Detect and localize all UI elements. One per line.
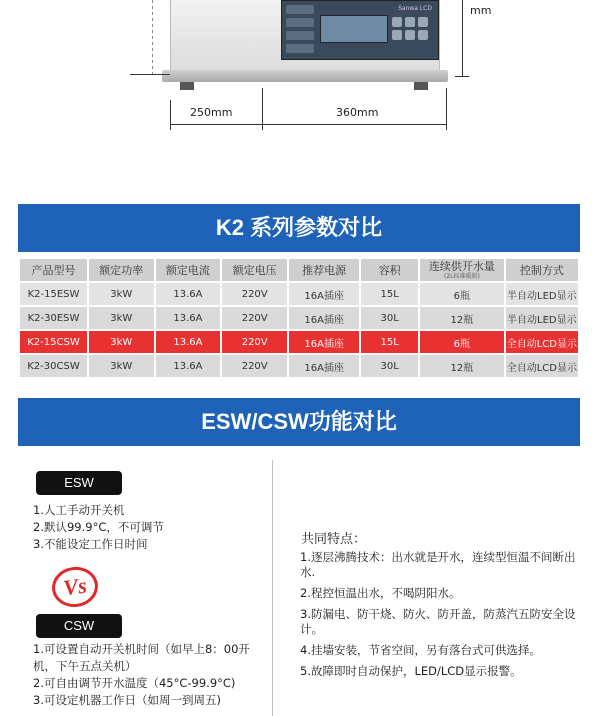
function-section-title: ESW/CSW功能对比 xyxy=(18,398,580,446)
cell-model: K2-30CSW xyxy=(20,355,87,377)
cell-control: 半自动LED显示 xyxy=(506,307,578,329)
cell-capacity: 15L xyxy=(361,331,418,353)
cell-current: 13.6A xyxy=(156,307,221,329)
panel-brand-text: Sanwa LCD xyxy=(398,5,432,12)
table-header-row xyxy=(20,259,578,281)
dim-tick-right xyxy=(446,88,447,130)
vs-logo: Vs xyxy=(49,564,100,610)
esw-feature-list xyxy=(33,502,263,553)
header-water-supply-main: 连续供开水量 xyxy=(428,259,495,273)
header-water-supply-sub: (2L标准暖瓶) xyxy=(443,272,480,280)
header-capacity: 容积 xyxy=(361,259,418,281)
cell-source: 16A插座 xyxy=(289,331,359,353)
cell-control: 全自动LCD显示 xyxy=(506,355,578,377)
cell-current: 13.6A xyxy=(156,331,221,353)
table-row-highlighted xyxy=(20,331,578,353)
table-row xyxy=(20,283,578,305)
cell-source: 16A插座 xyxy=(289,355,359,377)
cell-voltage: 220V xyxy=(222,331,287,353)
machine-foot xyxy=(414,82,428,90)
header-voltage: 额定电压 xyxy=(222,259,287,281)
width-dim-label: 360mm xyxy=(336,106,379,119)
cell-voltage: 220V xyxy=(222,283,287,305)
machine-base xyxy=(162,70,448,82)
cell-capacity: 30L xyxy=(361,355,418,377)
table-row xyxy=(20,307,578,329)
header-power: 额定功率 xyxy=(89,259,154,281)
cell-control: 全自动LCD显示 xyxy=(506,331,578,353)
cell-power: 3kW xyxy=(89,355,154,377)
cell-model: K2-30ESW xyxy=(20,307,87,329)
cell-power: 3kW xyxy=(89,331,154,353)
left-guide-line xyxy=(152,0,153,76)
product-image xyxy=(0,0,600,200)
cell-power: 3kW xyxy=(89,307,154,329)
list-item: 3.可设定机器工作日（如周一到周五) xyxy=(33,693,221,707)
cell-model: K2-15CSW xyxy=(20,331,87,353)
header-current: 额定电流 xyxy=(156,259,221,281)
list-item: 2.可自由调节开水温度（45°C-99.9°C) xyxy=(33,676,236,690)
cell-capacity: 30L xyxy=(361,307,418,329)
cell-control: 半自动LED显示 xyxy=(506,283,578,305)
table-row xyxy=(20,355,578,377)
list-item: 2.默认99.9°C，不可调节 xyxy=(33,520,164,534)
cell-power: 3kW xyxy=(89,283,154,305)
cell-current: 13.6A xyxy=(156,283,221,305)
list-item: 1.人工手动开关机 xyxy=(33,503,125,517)
csw-label-badge: CSW xyxy=(36,614,122,638)
header-water-supply xyxy=(420,259,504,281)
cell-model: K2-15ESW xyxy=(20,283,87,305)
list-item: 4.挂墙安装，节省空间，另有落台式可供选择。 xyxy=(300,643,541,657)
cell-voltage: 220V xyxy=(222,355,287,377)
spec-section-title: K2 系列参数对比 xyxy=(18,204,580,252)
csw-feature-list xyxy=(33,641,263,709)
list-item: 3.不能设定工作日时间 xyxy=(33,537,148,551)
panel-right-buttons xyxy=(392,17,432,40)
depth-dim-line xyxy=(130,74,170,75)
list-item: 3.防漏电、防干烧、防火、防开盖，防蒸汽五防安全设计。 xyxy=(300,607,576,636)
cell-capacity: 15L xyxy=(361,283,418,305)
common-features-title: 共同特点： xyxy=(301,532,367,547)
header-model: 产品型号 xyxy=(20,259,87,281)
control-panel xyxy=(281,0,439,60)
panel-left-buttons xyxy=(286,5,314,57)
cell-source: 16A插座 xyxy=(289,307,359,329)
panel-lcd-screen xyxy=(320,15,388,43)
column-divider xyxy=(272,460,273,716)
common-features-list xyxy=(300,550,582,685)
cell-source: 16A插座 xyxy=(289,283,359,305)
cell-voltage: 220V xyxy=(222,307,287,329)
cell-water: 12瓶 xyxy=(420,355,504,377)
list-item: 5.故障即时自动保护，LED/LCD显示报警。 xyxy=(300,664,522,678)
machine-foot xyxy=(180,82,194,90)
cell-water: 6瓶 xyxy=(420,331,504,353)
water-boiler-body xyxy=(170,0,440,72)
cell-water: 6瓶 xyxy=(420,283,504,305)
spec-comparison-table xyxy=(18,257,580,379)
esw-label-badge: ESW xyxy=(36,471,122,495)
cell-current: 13.6A xyxy=(156,355,221,377)
list-item: 1.逐层沸腾技术：出水就是开水，连续型恒温不间断出水. xyxy=(300,550,576,579)
list-item: 1.可设置自动开关机时间（如早上8：00开机，下午五点关机） xyxy=(33,642,250,673)
height-dim-label-fragment: mm xyxy=(470,4,492,17)
depth-dim-label: 250mm xyxy=(190,106,233,119)
height-dim-tick xyxy=(455,76,469,77)
header-control-mode: 控制方式 xyxy=(506,259,578,281)
height-dim-line xyxy=(462,0,463,76)
list-item: 2.程控恒温出水，不喝阴阳水。 xyxy=(300,586,461,600)
cell-water: 12瓶 xyxy=(420,307,504,329)
header-power-source: 推荐电源 xyxy=(289,259,359,281)
width-dim-line xyxy=(170,124,446,125)
dim-tick-left xyxy=(170,100,171,130)
